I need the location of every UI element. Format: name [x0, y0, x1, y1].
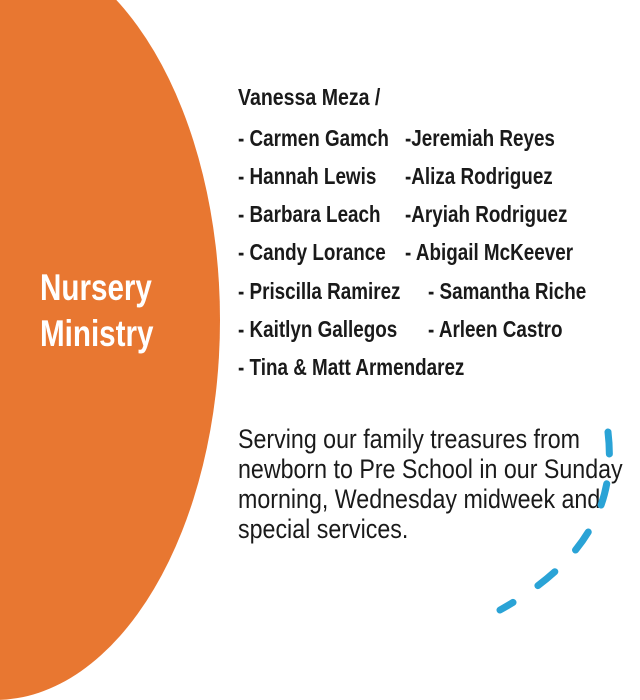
member-left-4: - Candy Lorance — [238, 239, 386, 265]
member-right-5: - Samantha Riche — [428, 278, 587, 304]
description-line-1: Serving our family treasures from — [238, 424, 580, 454]
leader-name: Vanessa Meza / — [238, 84, 381, 110]
member-left-1: - Carmen Gamch — [238, 125, 389, 151]
member-right-4: - Abigail McKeever — [405, 239, 574, 265]
description-line-3: morning, Wednesday midweek and — [238, 484, 601, 514]
member-left-2: - Hannah Lewis — [238, 163, 377, 189]
member-left-5: - Priscilla Ramirez — [238, 278, 401, 304]
member-right-1: -Jeremiah Reyes — [405, 125, 555, 151]
member-left-6: - Kaitlyn Gallegos — [238, 316, 398, 342]
ministry-title-line-1: Nursery — [40, 267, 152, 308]
description-line-2: newborn to Pre School in our Sunday — [238, 454, 623, 484]
ministry-title-line-2: Ministry — [40, 313, 154, 354]
description-line-4: special services. — [238, 514, 409, 544]
member-right-6: - Arleen Castro — [428, 316, 563, 342]
member-left-3: - Barbara Leach — [238, 201, 381, 227]
member-right-2: -Aliza Rodriguez — [405, 163, 553, 189]
member-right-3: -Aryiah Rodriguez — [405, 201, 568, 227]
member-left-7: - Tina & Matt Armendarez — [238, 354, 465, 380]
dashed-arc-stroke — [500, 432, 609, 610]
